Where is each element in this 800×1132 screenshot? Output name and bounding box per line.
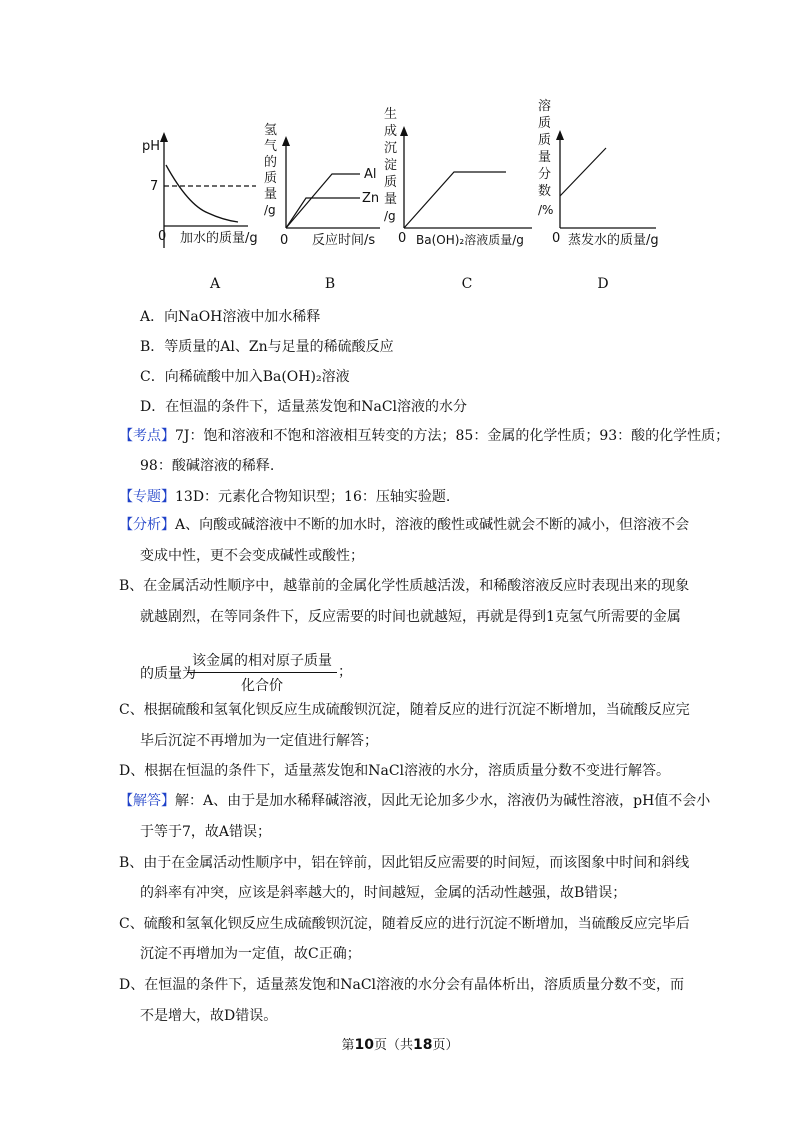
jieda-line-7: D、在恒温的条件下，适量蒸发饱和NaCl溶液的水分会有晶体析出，溶质质量分数不变，而 — [119, 977, 685, 993]
graph-b-series-al: Al — [364, 167, 377, 182]
fenxi-line-6: C、根据硫酸和氢氧化钡反应生成硫酸钡沉淀，随着反应的进行沉淀不断增加，当硫酸反应完 — [119, 702, 690, 718]
footer-total-pages: 18 — [413, 1037, 433, 1053]
option-a: A．向NaOH溶液中加水稀释 — [140, 309, 321, 325]
atomic-mass-fraction — [187, 650, 337, 695]
footer-post: 页） — [432, 1038, 459, 1053]
graph-b — [262, 118, 392, 254]
fenxi-line-2: 变成中性，更不会变成碱性或酸性； — [140, 548, 364, 564]
kaodian-tag: 【考点】 — [119, 428, 175, 444]
kaodian-line-1 — [119, 426, 729, 446]
graph-c-y-label-3: 沉 — [384, 141, 398, 156]
graph-a — [138, 130, 268, 264]
jieda-line-4: 的斜率有冲突，应该是斜率越大的，时间越短，金属的活动性越强，故B错误； — [140, 885, 627, 901]
graph-b-y-label-4: 质 — [264, 171, 278, 186]
fenxi-line-4: 就越剧烈，在等同条件下，反应需要的时间也就越短，再就是得到1克氢气所需要的金属 — [140, 609, 681, 625]
graph-a-origin: 0 — [158, 229, 167, 244]
mass-fraction-line — [560, 148, 606, 196]
graph-d — [528, 96, 668, 254]
jieda-line-6: 沉淀不再增加为一定值，故C正确； — [140, 946, 361, 962]
graph-b-y-label-3: 的 — [264, 155, 278, 170]
graph-c-y-label-5: 质 — [384, 175, 398, 190]
footer-mid: 页（共 — [373, 1038, 413, 1053]
graph-b-y-label-1: 氢 — [264, 123, 278, 138]
graph-c-y-label-2: 成 — [384, 124, 398, 139]
caption-a: A — [209, 276, 221, 292]
graph-a-y-label: pH — [142, 139, 161, 154]
graph-d-y-label-4: 量 — [538, 150, 552, 165]
graph-a-ref-value: 7 — [150, 179, 159, 194]
fenxi-text-1: A、向酸或碱溶液中不断的加水时，溶液的酸性或碱性就会不断的减小，但溶液不会 — [175, 517, 690, 533]
kaodian-text-1: 7J：饱和溶液和不饱和溶液相互转变的方法；85：金属的化学性质；93：酸的化学性质； — [175, 428, 730, 444]
graph-b-y-label-5: 量 — [264, 187, 278, 202]
zhuanti-line — [119, 487, 450, 507]
option-d: D．在恒温的条件下，适量蒸发饱和NaCl溶液的水分 — [140, 399, 468, 415]
y-arrow-icon — [400, 126, 408, 136]
jieda-tag: 【解答】 — [119, 793, 175, 809]
fraction-numerator: 该金属的相对原子质量 — [187, 650, 337, 673]
footer-pre: 第 — [341, 1038, 355, 1053]
fenxi-line-3: B、在金属活动性顺序中，越靠前的金属化学性质越活泼，和稀酸溶液反应时表现出来的现象 — [119, 578, 690, 594]
graph-c-origin: 0 — [398, 231, 407, 246]
graph-d-y-label-2: 质 — [538, 116, 552, 131]
graph-d-y-label-6: 数 — [538, 184, 552, 199]
graph-b-y-label-2: 气 — [264, 139, 278, 154]
y-arrow-icon — [160, 132, 168, 142]
graph-b-x-label: 反应时间/s — [312, 233, 376, 248]
graph-c-y-label-7: /g — [384, 209, 396, 223]
graph-d-y-label-3: 质 — [538, 133, 552, 148]
graph-d-y-label-1: 溶 — [538, 99, 552, 114]
jieda-line-2: 于等于7，故A错误； — [140, 824, 272, 840]
zhuanti-tag: 【专题】 — [119, 489, 175, 505]
graph-c-y-label-4: 淀 — [384, 158, 398, 173]
y-arrow-icon — [282, 136, 290, 146]
fenxi-tag: 【分析】 — [119, 517, 175, 533]
precipitate-line — [404, 172, 506, 228]
ph-curve — [166, 165, 238, 222]
kaodian-line-2: 98：酸碱溶液的稀释. — [140, 458, 275, 474]
graph-c — [382, 104, 542, 254]
zn-line — [286, 198, 360, 228]
graph-c-y-label-1: 生 — [384, 107, 398, 122]
fenxi-line-8: D、根据在恒温的条件下，适量蒸发饱和NaCl溶液的水分，溶质质量分数不变进行解答。 — [119, 763, 671, 779]
fenxi-line-5-prefix: 的质量为 — [140, 666, 196, 682]
graph-d-origin: 0 — [552, 231, 561, 246]
page-footer — [0, 1034, 800, 1053]
graph-b-origin: 0 — [280, 233, 289, 248]
caption-b: B — [324, 276, 336, 292]
jieda-line-3: B、由于在金属活动性顺序中，铝在锌前，因此铝反应需要的时间短，而该图象中时间和斜线 — [119, 855, 690, 871]
graph-a-x-label: 加水的质量/g — [180, 231, 258, 246]
graph-b-series-zn: Zn — [362, 191, 380, 206]
y-arrow-icon — [556, 130, 564, 140]
caption-d: D — [597, 276, 609, 292]
jieda-text-1: 解：A、由于是加水稀释碱溶液，因此无论加多少水，溶液仍为碱性溶液，pH值不会小 — [175, 793, 711, 809]
fenxi-line-7: 毕后沉淀不再增加为一定值进行解答； — [140, 733, 378, 749]
jieda-line-1 — [119, 791, 710, 811]
graph-c-x-label: Ba(OH)₂溶液质量/g — [416, 233, 524, 247]
jieda-line-8: 不是增大，故D错误。 — [140, 1008, 278, 1024]
option-c: C．向稀硫酸中加入Ba(OH)₂溶液 — [140, 369, 350, 385]
fenxi-line-1 — [119, 515, 689, 535]
graph-d-x-label: 蒸发水的质量/g — [568, 233, 659, 248]
jieda-line-5: C、硫酸和氢氧化钡反应生成硫酸钡沉淀，随着反应的进行沉淀不断增加，当硫酸反应完毕后 — [119, 916, 690, 932]
footer-page-number: 10 — [354, 1037, 374, 1053]
graph-d-y-label-7: /% — [538, 203, 554, 217]
caption-c: C — [461, 276, 473, 292]
al-line — [286, 174, 360, 228]
graph-d-y-label-5: 分 — [538, 167, 552, 182]
graph-b-y-label-6: /g — [264, 203, 276, 217]
zhuanti-text: 13D：元素化合物知识型；16：压轴实验题. — [175, 489, 451, 505]
graph-c-y-label-6: 量 — [384, 192, 398, 207]
fraction-denominator: 化合价 — [241, 678, 283, 694]
option-b: B．等质量的Al、Zn与足量的稀硫酸反应 — [140, 339, 394, 355]
fenxi-line-5-suffix: ； — [338, 664, 352, 680]
